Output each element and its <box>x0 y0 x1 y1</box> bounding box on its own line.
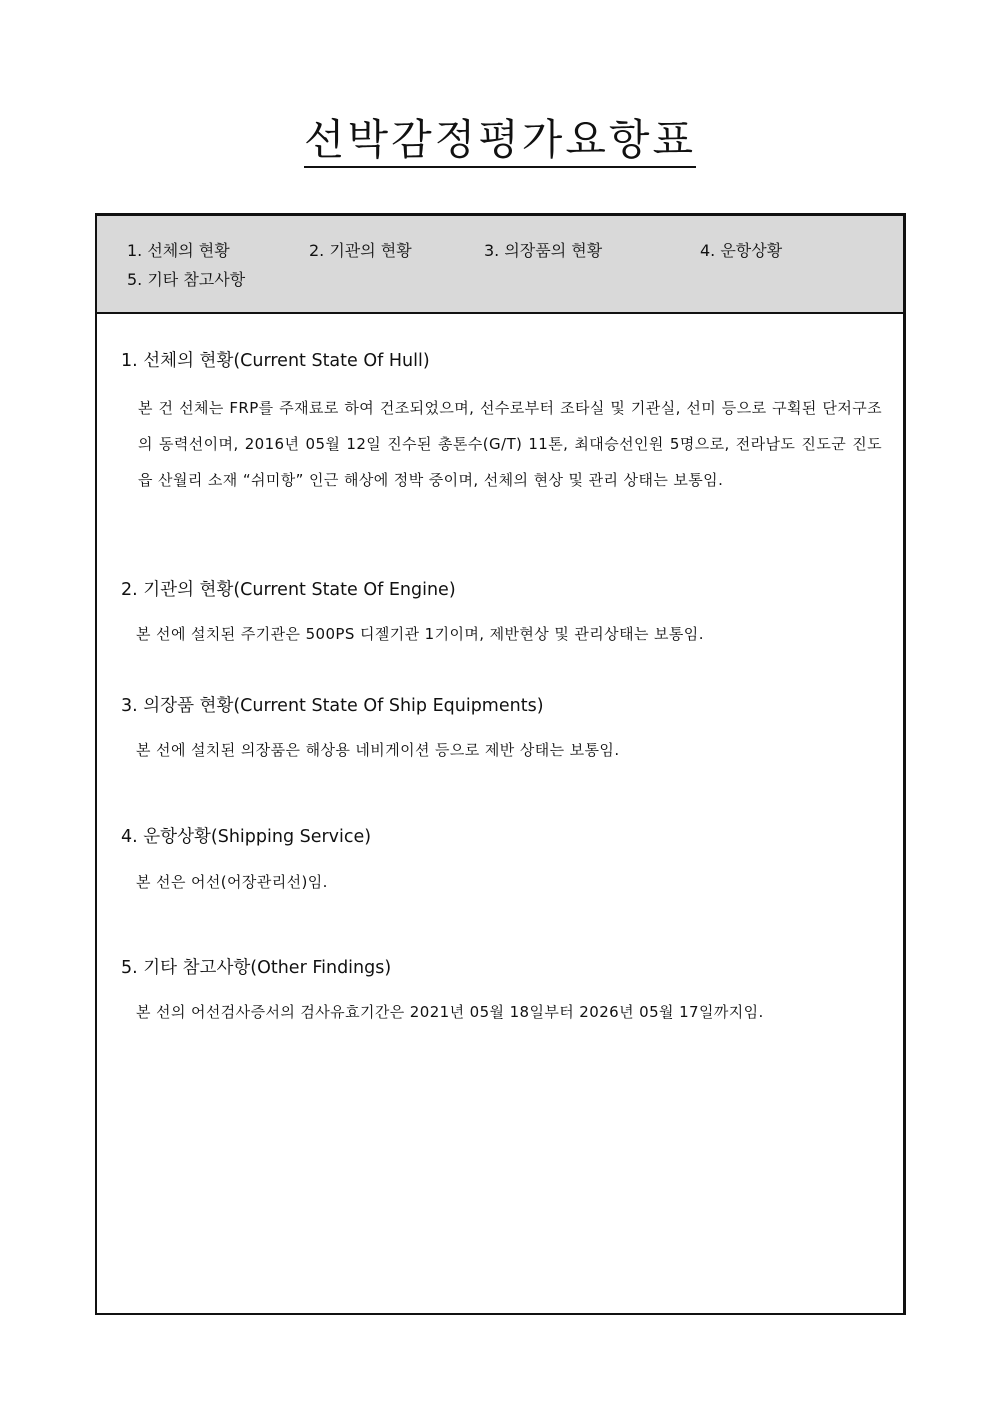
section-body-hull: 본 건 선체는 FRP를 주재료로 하여 건조되었으며, 선수로부터 조타실 및 기관실, 선미 등으로 구획된 단저구조의 동력선이며, 2016년 05월 12일 진수된 총톤수(G/T) 11톤, 최대승선인원 5명으로, 전라남도 진도군 진도읍 산월리 소재 “쉬미항” 인근 해상에 정박 중이며, 선체의 현상 및 관리 상태는 보통임. <box>138 399 882 489</box>
toc-item-other: 5. 기타 참고사항 <box>127 270 246 289</box>
section-body-equipment: 본 선에 설치된 의장품은 해상용 네비게이션 등으로 제반 상태는 보통임. <box>136 741 620 759</box>
section-body-shipping: 본 선은 어선(어장관리선)임. <box>136 873 328 891</box>
document-title <box>0 112 1000 168</box>
section-heading-other: 5. 기타 참고사항(Other Findings) <box>121 958 392 978</box>
toc-item-hull: 1. 선체의 현황 <box>127 241 230 260</box>
toc-item-equipment: 3. 의장품의 현황 <box>484 241 603 260</box>
toc-item-shipping: 4. 운항상황 <box>700 241 783 260</box>
content-frame <box>95 213 906 1315</box>
section-body-engine: 본 선에 설치된 주기관은 500PS 디젤기관 1기이며, 제반현상 및 관리상태는 보통임. <box>136 625 704 643</box>
section-body-other: 본 선의 어선검사증서의 검사유효기간은 2021년 05월 18일부터 2026년 05월 17일까지임. <box>136 1003 764 1021</box>
toc-box <box>97 216 903 314</box>
toc-item-engine: 2. 기관의 현황 <box>309 241 412 260</box>
document-title-text: 선박감정평가요항표 <box>304 115 696 168</box>
section-heading-equipment: 3. 의장품 현황(Current State Of Ship Equipments) <box>121 696 544 716</box>
section-heading-hull: 1. 선체의 현황(Current State Of Hull) <box>121 351 430 371</box>
section-heading-engine: 2. 기관의 현황(Current State Of Engine) <box>121 580 456 600</box>
section-heading-shipping: 4. 운항상황(Shipping Service) <box>121 827 372 847</box>
